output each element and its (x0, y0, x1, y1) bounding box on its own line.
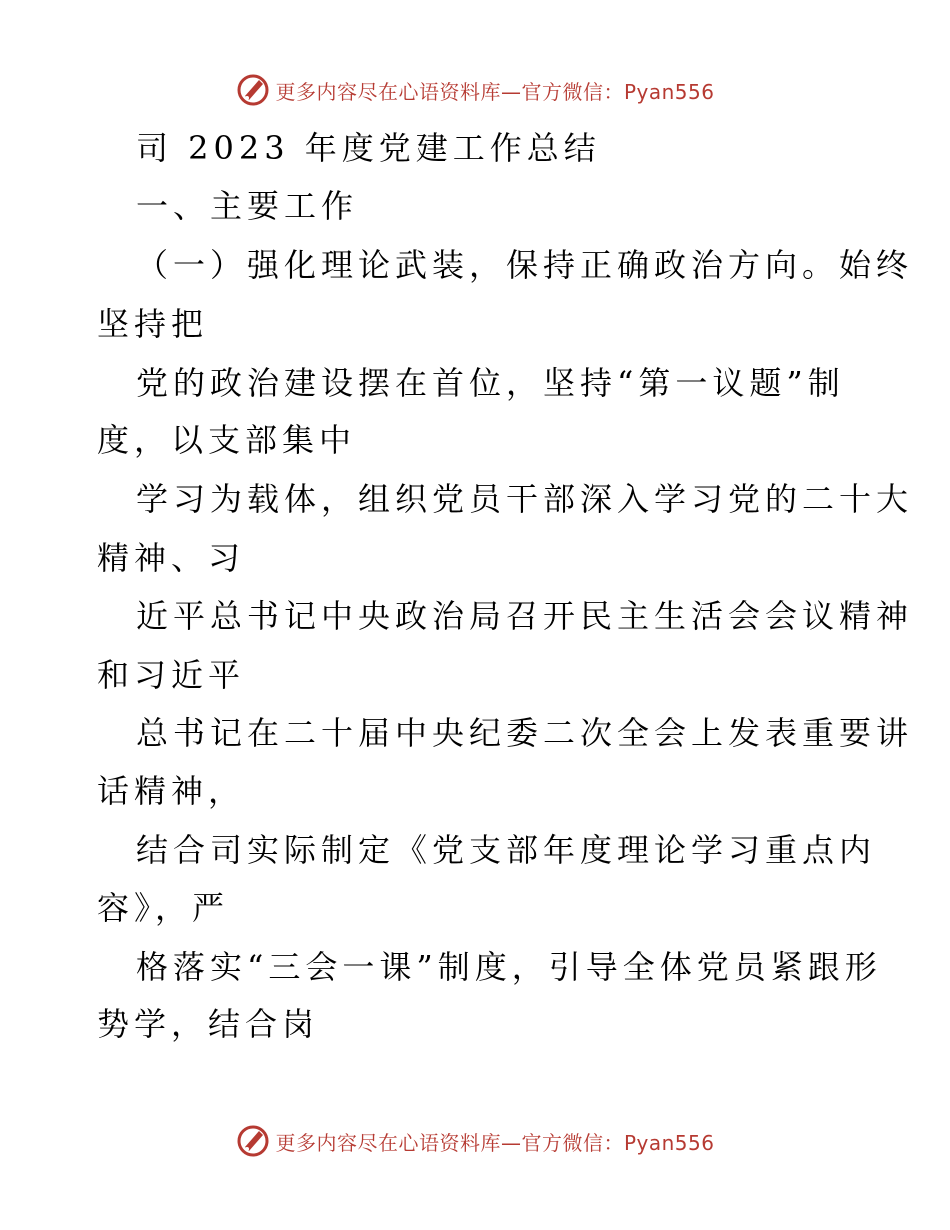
paragraph-line: 容》，严 (97, 889, 230, 927)
paragraph-line: 党的政治建设摆在首位，坚持“第一议题”制 (136, 364, 845, 402)
watermark-footer (0, 1121, 950, 1161)
paragraph-line: 格落实“三会一课”制度，引导全体党员紧跟形 (136, 948, 882, 986)
watermark-header (0, 70, 950, 110)
paragraph-line: 度，以支部集中 (97, 421, 357, 459)
watermark-logo-icon (235, 1123, 271, 1159)
document-title: 司 2023 年度党建工作总结 (136, 129, 601, 167)
paragraph-line: 精神、习 (97, 539, 246, 577)
paragraph-line: 近平总书记中央政治局召开民主生活会会议精神 (136, 597, 914, 635)
watermark-text: 更多内容尽在心语资料库—官方微信：Pyan556 (275, 79, 715, 104)
paragraph-line: 坚持把 (97, 305, 209, 343)
section-heading: 一、主要工作 (136, 187, 359, 225)
watermark-text: 更多内容尽在心语资料库—官方微信：Pyan556 (275, 1130, 715, 1155)
paragraph-line: 和习近平 (97, 656, 246, 694)
paragraph-line: 总书记在二十届中央纪委二次全会上发表重要讲 (136, 714, 914, 752)
paragraph-line: 话精神， (97, 772, 246, 810)
paragraph-line: （一）强化理论武装，保持正确政治方向。始终 (136, 246, 914, 284)
watermark-logo-icon (235, 72, 271, 108)
paragraph-line: 学习为载体，组织党员干部深入学习党的二十大 (136, 480, 914, 518)
paragraph-line: 势学，结合岗 (97, 1005, 320, 1043)
paragraph-line: 结合司实际制定《党支部年度理论学习重点内 (136, 831, 877, 869)
